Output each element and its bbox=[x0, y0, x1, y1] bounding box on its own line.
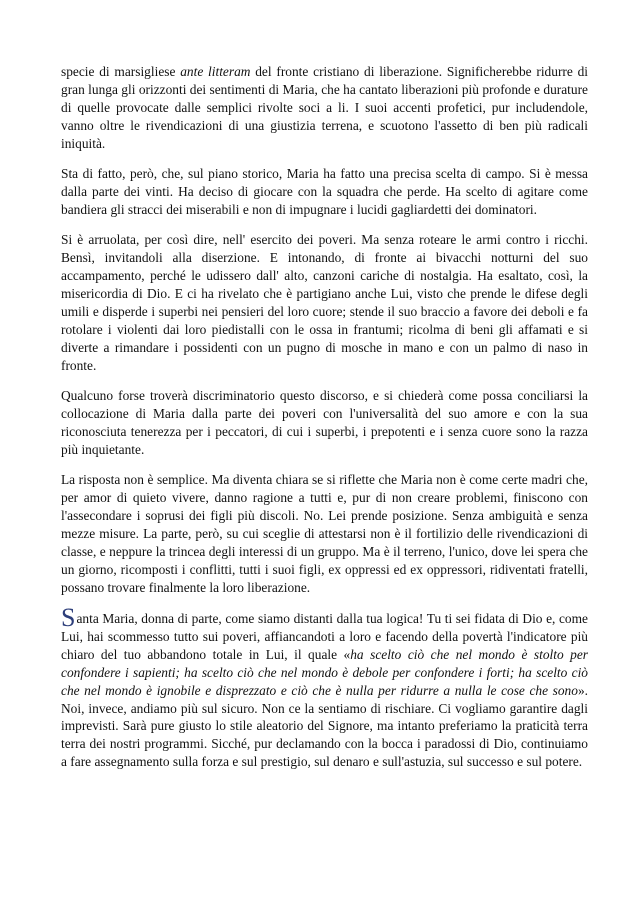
latin-phrase: ante litteram bbox=[180, 64, 251, 79]
scripture-quote: ha scelto ciò che nel mondo è stolto per confondere i sapienti; ha scelto ciò che nel mondo è debole per confondere i forti; ha scelto ciò che nel mondo è ignobile e disprezzato e ciò che è nulla per ridurre a nulla le cose che sono bbox=[61, 646, 588, 698]
paragraph-1-start: specie di marsigliese bbox=[61, 64, 181, 79]
paragraph-6-rest: ». Noi, invece, andiamo più sul sicuro. Non ce la sentiamo di rischiare. Ci vogliamo garantire dagli imprevisti. Sarà pure giusto lo stile aleatorio del Signore, ma intanto preferiamo la praticità terra terra dei nostri programmi. Sicché, pur declamando con la bocca i paradossi di Dio, continuiamo a fare assegnamento sulla forza e sul prestigio, sul denaro e sull'astuzia, sul successo e sul potere. bbox=[61, 682, 588, 770]
paragraph-4: Qualcuno forse troverà discriminatorio questo discorso, e si chiederà come possa conciliarsi la collocazione di Maria dalla parte dei poveri con l'universalità del suo amore e con la sua riconosciuta tenerezza per i peccatori, di cui i superbi, i prepotenti e i senza cuore sono la razza più inquietante. bbox=[61, 388, 588, 457]
paragraph-6-start: anta Maria, donna di parte, come siamo distanti dalla tua logica! Tu ti sei fidata di Dio e, come Lui, hai scommesso tutto sui poveri, affiancandoti a loro e facendo della povertà l'indicatore più chiaro del tuo abbandono totale in Lui, il quale « bbox=[61, 610, 588, 662]
paragraph-1 bbox=[61, 63, 588, 153]
drop-cap: S bbox=[61, 602, 76, 632]
paragraph-3: Si è arruolata, per così dire, nell' esercito dei poveri. Ma senza roteare le armi contro i ricchi. Bensì, invitandoli alla diserzione. E intonando, di fronte ai bivacchi notturni del suo accampamento, perché le udissero dall' alto, canzoni cariche di nostalgia. Ha esaltato, così, la misericordia di Dio. E ci ha rivelato che è partigiano anche Lui, visto che prende le difese degli umili e disperde i superbi nei pensieri del loro cuore; stende il suo braccio a favore dei deboli e fa rotolare i violenti dai loro piedistalli con le ossa in frantumi; ricolma di beni gli affamati e si diverte a rimandare i possidenti con un pugno di mosche in mano e con un palmo di naso in fronte. bbox=[61, 232, 588, 373]
paragraph-1-rest: del fronte cristiano di liberazione. Significherebbe ridurre di gran lunga gli orizzonti dei sentimenti di Maria, che ha cantato liberazioni più profonde e durature di quelle provocate dalle semplici rivolte soci a li. I suoi accenti profetici, pur includendole, vanno oltre le rivendicazioni di una giustizia terrena, e scuotono l'assetto di ben più radicali iniquità. bbox=[61, 64, 589, 151]
document-page bbox=[61, 63, 588, 771]
paragraph-6 bbox=[61, 602, 588, 771]
paragraph-5: La risposta non è semplice. Ma diventa chiara se si riflette che Maria non è come certe madri che, per amor di quieto vivere, danno ragione a tutti e, pur di non creare problemi, finiscono con l'assecondare i soprusi dei figli più discoli. No. Lei prende posizione. Senza ambiguità e senza mezze misure. La parte, però, su cui sceglie di attestarsi non è il fortilizio delle rivendicazioni di classe, e neppure la trincea degli interessi di un gruppo. Ma è il terreno, l'unico, dove lei spera che un giorno, ricomposti i conflitti, tutti i suoi figli, ex oppressi ed ex oppressori, ridiventati fratelli, possano trovare finalmente la loro liberazione. bbox=[61, 472, 588, 595]
paragraph-2: Sta di fatto, però, che, sul piano storico, Maria ha fatto una precisa scelta di campo. Si è messa dalla parte dei vinti. Ha deciso di giocare con la squadra che perde. Ha scelto di agitare come bandiera gli stracci dei miserabili e non di impugnare i lucidi gagliardetti dei dominatori. bbox=[61, 166, 588, 217]
